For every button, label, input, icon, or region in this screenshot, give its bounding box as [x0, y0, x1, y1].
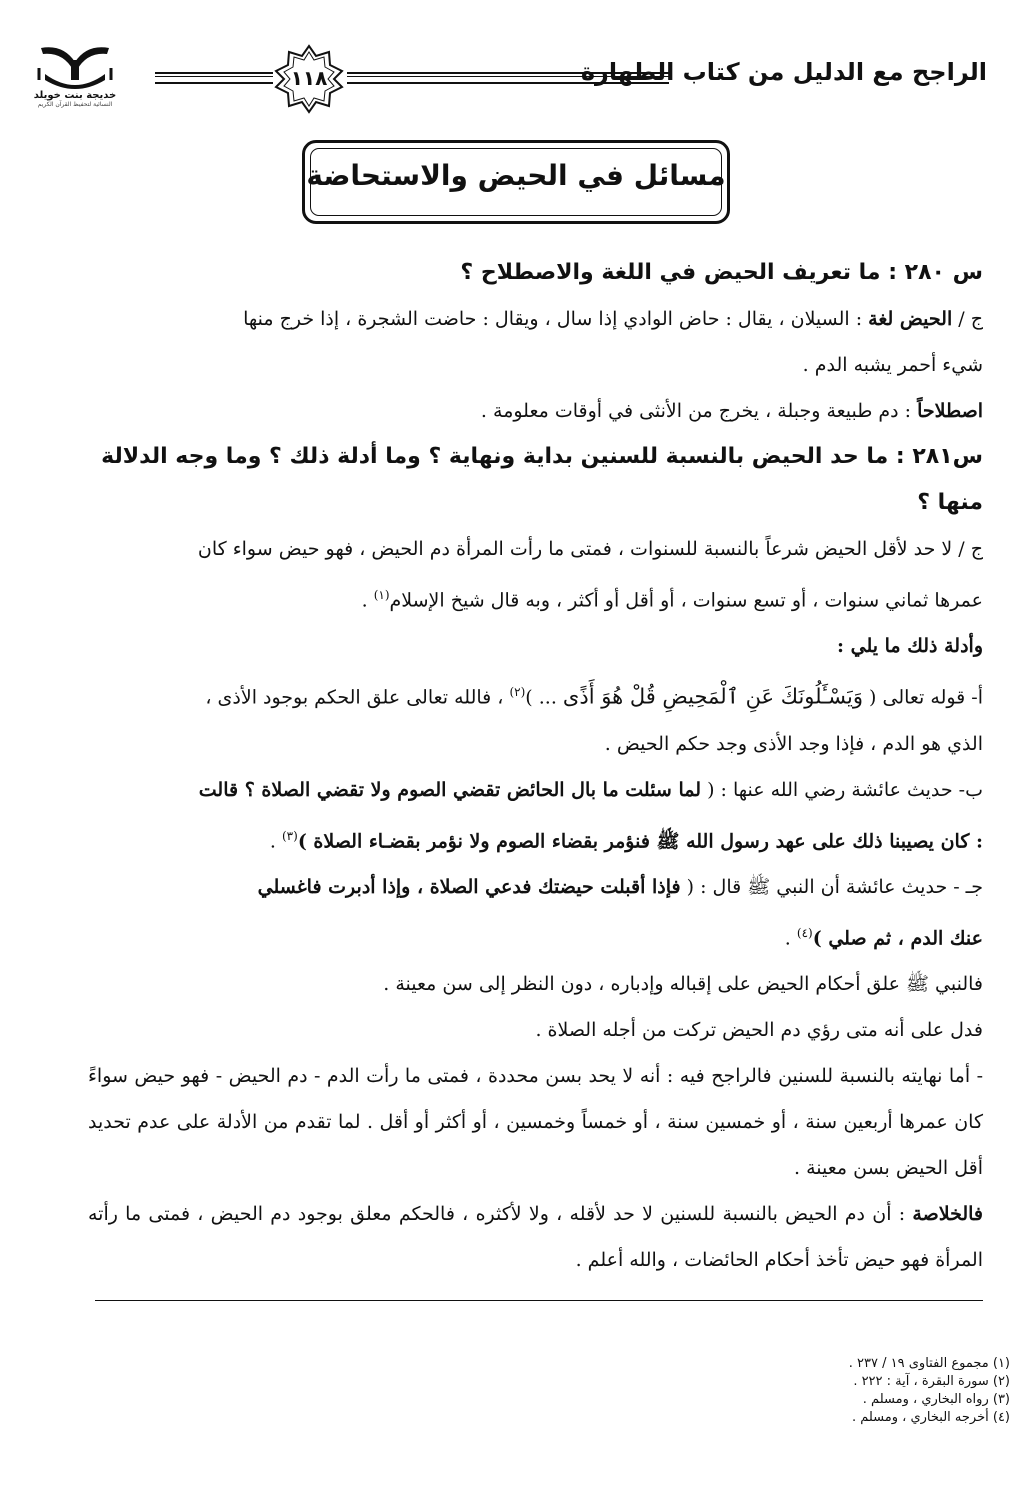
footnote-divider: [95, 1300, 983, 1301]
page-number: ١١٨: [290, 66, 328, 90]
evidence-heading: وأدلة ذلك ما يلي :: [836, 635, 983, 658]
publisher-logo: [20, 40, 130, 125]
page-header: [20, 40, 987, 150]
footnote-ref-1: (١): [373, 588, 390, 602]
chapter-title-box: [302, 140, 730, 224]
page-number-badge: [274, 44, 344, 114]
evidence-b: ب- حديث عائشة رضي الله عنها : ( لما سئلت ما بال الحائض تقضي الصوم ولا تقضي الصلاة ؟ قالت : كان يصيبنا ذلك على عهد رسول الله ﷺ فنؤمر بقضاء الصوم ولا نؤمر بقضـاء الصلاة )$^{(٣)}$ .: [198, 778, 983, 852]
page-body: [88, 250, 983, 1283]
footnote-3: (٣) رواه البخاري ، ومسلم .: [862, 1392, 1010, 1407]
istilah-definition: اصطلاحاً : دم طبيعة وجبلة ، يخرج من الأنثى في أوقات معلومة .: [480, 400, 983, 422]
footnote-ref-2: (٢): [509, 685, 526, 700]
paragraph-2: فدل على أنه متى رؤي دم الحيض تركت من أجله الصلاة .: [535, 1019, 983, 1042]
quran-ayah: وَيَسْـَٔلُونَكَ عَنِ ٱلْمَحِيضِ قُلْ هُوَ أَذًى: [562, 684, 863, 709]
question-281: س٢٨١ : ما حد الحيض بالنسبة للسنين بداية ونهاية ؟ وما أدلة ذلك ؟ وما وجه الدلالة منها ؟: [101, 444, 983, 515]
logo-name: خديجة بنت خويلد: [33, 90, 117, 101]
book-title: الراجح مع الدليل من كتاب الطهارة: [580, 58, 987, 86]
evidence-c: جـ - حديث عائشة أن النبي ﷺ قال : ( فإذا أقبلت حيضتك فدعي الصلاة ، وإذا أدبرت فاغسلي عنك الدم ، ثم صلي )$^{(٤)}$ .: [257, 875, 983, 950]
chapter-title: مسائل في الحيض والاستحاضة: [306, 159, 726, 192]
question-280: س ٢٨٠ : ما تعريف الحيض في اللغة والاصطلاح ؟: [460, 260, 983, 285]
paragraph-3: - أما نهايته بالنسبة للسنين فالراجح فيه : أنه لا يحد بسن محددة ، فمتى ما رأت الدم - دم الحيض - فهو حيض سواءً كان عمرها أربعين سنة ، أو خمسين سنة ، أو خمساً وخمسين ، أو أكثر أو أقل . لما تقدم من الأدلة على عدم تحديد أقل الحيض بسن معينة .: [88, 1065, 983, 1180]
footnote-4: (٤) أخرجه البخاري ، ومسلم .: [851, 1410, 1010, 1425]
header-rule-right: [347, 72, 669, 84]
answer-281: ج / لا حد لأقل الحيض شرعاً بالنسبة للسنوات ، فمتى ما رأت المرأة دم الحيض ، فهو حيض سواء كان عمرها ثماني سنوات ، أو تسع سنوات ، أو أقل أو أكثر ، وبه قال شيخ الإسلام$^{(١)}$ .: [197, 538, 983, 612]
book-logo-icon: [35, 40, 115, 92]
footnote-ref-4: (٤): [796, 925, 813, 940]
logo-subtitle: النسائية لتحفيظ القرآن الكريم: [37, 101, 113, 108]
header-rule-left: [155, 72, 273, 84]
summary: فالخلاصة : أن دم الحيض بالنسبة للسنين لا حد لأقله ، ولا لأكثره ، فالحكم معلق بوجود دم الحيض ، فمتى ما رأته المرأة فهو حيض تأخذ أحكام الحائضات ، والله أعلم .: [88, 1203, 983, 1272]
answer-280: ج / الحيض لغة : السيلان ، يقال : حاض الوادي إذا سال ، ويقال : حاضت الشجرة ، إذا خرج منها شيء أحمر يشبه الدم .: [243, 308, 983, 376]
paragraph-1: فالنبي ﷺ علق أحكام الحيض على إقباله وإدباره ، دون النظر إلى سن معينة .: [383, 973, 983, 996]
evidence-a: أ- قوله تعالى ( وَيَسْـَٔلُونَكَ عَنِ ٱلْمَحِيضِ قُلْ هُوَ أَذًى ... )$^{(٢)}$ ، فالله تعالى علق الحكم بوجود الأذى ، الذي هو الدم ، فإذا وجد الأذى وجد حكم الحيض .: [205, 684, 983, 755]
footnote-ref-3: (٣): [281, 828, 298, 843]
footnote-2: (٢) سورة البقرة ، آية : ٢٢٢ .: [853, 1374, 1010, 1389]
footnote-1: (١) مجموع الفتاوى ١٩ / ٢٣٧ .: [848, 1356, 1010, 1371]
